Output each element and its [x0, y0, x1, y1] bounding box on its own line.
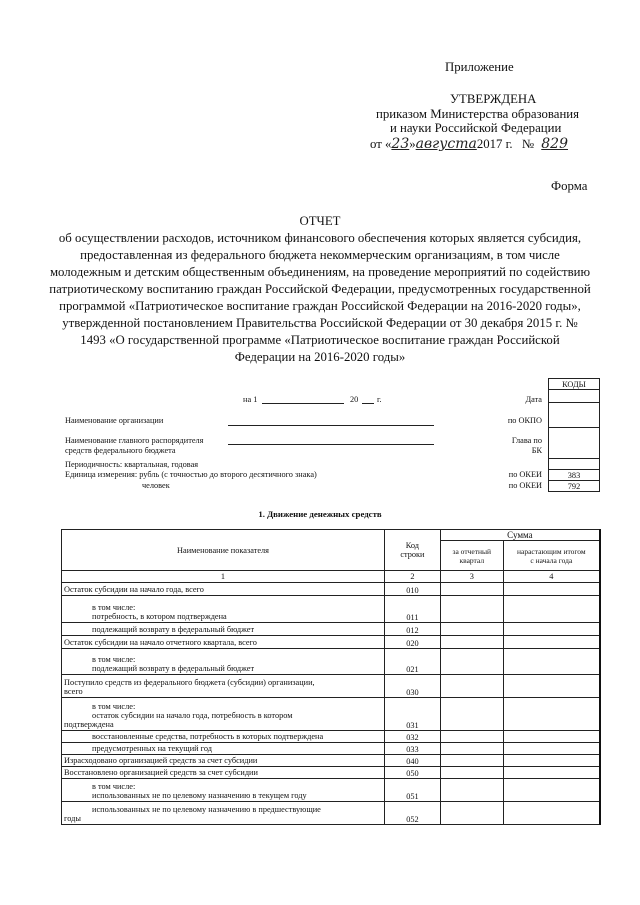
col-header-name: Наименование показателя: [62, 530, 385, 571]
col-header-sum: Сумма: [440, 530, 600, 541]
row-label: [62, 779, 385, 802]
org-name-field[interactable]: [228, 425, 434, 426]
row-quarter-cell[interactable]: [440, 583, 503, 596]
date-prefix: от «: [370, 137, 392, 151]
row-cumulative-cell[interactable]: [503, 731, 600, 743]
row-cumulative-cell[interactable]: [503, 767, 600, 779]
report-line: Федерации на 2016-2020 годы»: [234, 350, 406, 364]
table-row: [62, 623, 601, 636]
report-title: ОТЧЕТ: [299, 214, 341, 228]
table-row: [62, 802, 601, 825]
row-label: [62, 596, 385, 623]
okei-people-label: по ОКЕИ: [508, 481, 542, 490]
table-row: [62, 767, 601, 779]
row-code: 012: [384, 623, 440, 636]
as-of-year-field[interactable]: [362, 403, 374, 404]
empty-code-cell: [549, 459, 600, 470]
codes-header: КОДЫ: [549, 379, 600, 390]
row-label: предусмотренных на текущий год: [62, 743, 385, 755]
table-row: [62, 698, 601, 731]
row-label-line-2: использованных не по целевому назначению в текущем году: [92, 791, 307, 800]
okei-rub-label: по ОКЕИ: [508, 470, 542, 479]
report-description: [0, 230, 640, 366]
report-line: патриотическому воспитанию граждан Российской Федерации, предусмотренных государственной: [49, 282, 591, 296]
col-header-cumulative-2: с начала года: [530, 555, 573, 565]
report-line: утвержденной постановлением Правительства Российской Федерации от 30 декабря 2015 г. №: [62, 316, 578, 330]
date-mid: »: [409, 137, 416, 151]
col-header-code-1: Код: [405, 541, 420, 550]
row-cumulative-cell[interactable]: [503, 583, 600, 596]
row-cumulative-cell[interactable]: [503, 623, 600, 636]
as-of-prefix: на 1: [243, 395, 258, 404]
row-code: 010: [384, 583, 440, 596]
row-code: 051: [384, 779, 440, 802]
row-label-line-2: всего: [64, 687, 83, 696]
row-label: [62, 649, 385, 675]
report-line: 1493 «О государственной программе «Патриотическое воспитание граждан Российской: [80, 333, 560, 347]
grbs-label-1: Наименование главного распорядителя: [65, 436, 204, 445]
section-1-title: 1. Движение денежных средств: [258, 509, 382, 519]
approval-number: 829: [541, 136, 568, 152]
row-cumulative-cell[interactable]: [503, 779, 600, 802]
col-header-code: [384, 530, 440, 571]
row-label-line-1: использованных не по целевому назначению в предшествующие: [92, 805, 321, 814]
row-label-line-2: годы: [64, 814, 81, 823]
table-row: [62, 675, 601, 698]
table-row: [62, 583, 601, 596]
approval-year: 2017 г.: [476, 137, 513, 151]
okei-people-cell: 792: [549, 481, 600, 492]
table-row: [62, 649, 601, 675]
approved-by-line-2: и науки Российской Федерации: [390, 121, 562, 135]
grbs-label-2: средств федерального бюджета: [65, 446, 176, 455]
row-label: Израсходовано организацией средств за счет субсидии: [62, 755, 385, 767]
date-code-cell[interactable]: [549, 390, 600, 403]
glava-label-2: БК: [531, 446, 542, 455]
glava-label-1: Глава по: [511, 436, 542, 445]
row-code: 031: [384, 698, 440, 731]
okpo-code-cell[interactable]: [549, 403, 600, 428]
row-label-line-1: в том числе:: [92, 655, 136, 664]
approved-label: УТВЕРЖДЕНА: [450, 92, 537, 106]
row-code: 040: [384, 755, 440, 767]
row-cumulative-cell[interactable]: [503, 743, 600, 755]
row-label-line-2: остаток субсидии на начало года, потребность в котором: [92, 711, 293, 720]
periodicity-label: Периодичность: квартальная, годовая: [65, 460, 199, 469]
row-label-line-1: в том числе:: [92, 603, 136, 612]
approval-date-line: [370, 137, 568, 152]
codes-box: [548, 378, 600, 492]
approval-day: 23: [391, 136, 410, 152]
row-label: Остаток субсидии на начало года, всего: [62, 583, 385, 596]
row-label-line-1: Поступило средств из федерального бюджета (субсидии) организации,: [64, 678, 315, 687]
row-code: 033: [384, 743, 440, 755]
row-label: [62, 698, 385, 731]
row-code: 052: [384, 802, 440, 825]
row-label: [62, 675, 385, 698]
row-label-line-1: в том числе:: [92, 702, 136, 711]
row-label: Восстановлено организацией средств за счет субсидии: [62, 767, 385, 779]
row-code: 011: [384, 596, 440, 623]
row-quarter-cell[interactable]: [440, 779, 503, 802]
row-label: Остаток субсидии на начало отчетного квартала, всего: [62, 636, 385, 649]
col-header-quarter-1: за отчетный: [452, 546, 492, 556]
report-line: молодежным и детским общественным объединениям, на проведение мероприятий по содействию: [49, 265, 591, 279]
row-cumulative-cell[interactable]: [503, 675, 600, 698]
row-quarter-cell[interactable]: [440, 698, 503, 731]
as-of-year: 20: [350, 395, 359, 404]
report-line: об осуществлении расходов, источником финансового обеспечения которых является субсидия,: [58, 231, 582, 245]
row-code: 021: [384, 649, 440, 675]
col-header-cumulative-1: нарастающим итогом: [517, 546, 586, 556]
unit-label: Единица измерения: рубль (с точностью до второго десятичного знака): [65, 470, 317, 479]
table-row: [62, 755, 601, 767]
row-label-line-3: подтверждена: [64, 720, 114, 729]
col-header-quarter: [440, 541, 503, 571]
row-code: 050: [384, 767, 440, 779]
table-row: [62, 779, 601, 802]
row-quarter-cell[interactable]: [440, 767, 503, 779]
col-header-quarter-2: квартал: [459, 555, 485, 565]
report-line: программой «Патриотическое воспитание граждан Российской Федерации на 2016-2020 годы»,: [59, 299, 581, 313]
col-number-3: 3: [440, 571, 503, 583]
row-cumulative-cell[interactable]: [503, 596, 600, 623]
table-row: [62, 743, 601, 755]
as-of-suffix: г.: [377, 395, 382, 404]
unit-people-label: человек: [142, 481, 170, 490]
okei-rub-cell: 383: [549, 470, 600, 481]
row-quarter-cell[interactable]: [440, 743, 503, 755]
col-header-code-2: строки: [400, 550, 425, 559]
approval-month: августа: [415, 136, 477, 152]
date-label: Дата: [525, 395, 542, 404]
row-label: восстановленные средства, потребность в которых подтверждена: [62, 731, 385, 743]
row-quarter-cell[interactable]: [440, 649, 503, 675]
col-number-4: 4: [503, 571, 600, 583]
row-code: 030: [384, 675, 440, 698]
appendix-label: Приложение: [445, 60, 514, 74]
col-header-cumulative: [503, 541, 600, 571]
table-row: [62, 596, 601, 623]
row-cumulative-cell[interactable]: [503, 636, 600, 649]
table-row: [62, 731, 601, 743]
number-sign: №: [521, 137, 535, 151]
org-name-label: Наименование организации: [65, 416, 164, 425]
table-row: [62, 636, 601, 649]
row-cumulative-cell[interactable]: [503, 755, 600, 767]
glava-code-cell[interactable]: [549, 428, 600, 459]
okpo-label: по ОКПО: [507, 416, 542, 425]
row-quarter-cell[interactable]: [440, 731, 503, 743]
approved-by-line-1: приказом Министерства образования: [376, 107, 580, 121]
col-number-1: 1: [62, 571, 385, 583]
row-label-line-2: подлежащий возврату в федеральный бюджет: [92, 664, 255, 673]
row-label-line-1: в том числе:: [92, 782, 136, 791]
row-quarter-cell[interactable]: [440, 636, 503, 649]
row-cumulative-cell[interactable]: [503, 802, 600, 825]
row-label: подлежащий возврату в федеральный бюджет: [62, 623, 385, 636]
row-cumulative-cell[interactable]: [503, 698, 600, 731]
row-quarter-cell[interactable]: [440, 623, 503, 636]
row-cumulative-cell[interactable]: [503, 649, 600, 675]
row-quarter-cell[interactable]: [440, 755, 503, 767]
row-label-line-2: потребность, в котором подтверждена: [92, 612, 227, 621]
row-code: 020: [384, 636, 440, 649]
grbs-field[interactable]: [228, 444, 434, 445]
form-label: Форма: [551, 179, 588, 193]
row-label: [62, 802, 385, 825]
report-line: предоставленная из федерального бюджета некоммерческим организациям, в том числе: [80, 248, 560, 262]
as-of-date-field[interactable]: [262, 403, 344, 404]
cash-flow-table: [61, 529, 601, 825]
row-quarter-cell[interactable]: [440, 802, 503, 825]
row-code: 032: [384, 731, 440, 743]
row-quarter-cell[interactable]: [440, 596, 503, 623]
col-number-2: 2: [384, 571, 440, 583]
row-quarter-cell[interactable]: [440, 675, 503, 698]
